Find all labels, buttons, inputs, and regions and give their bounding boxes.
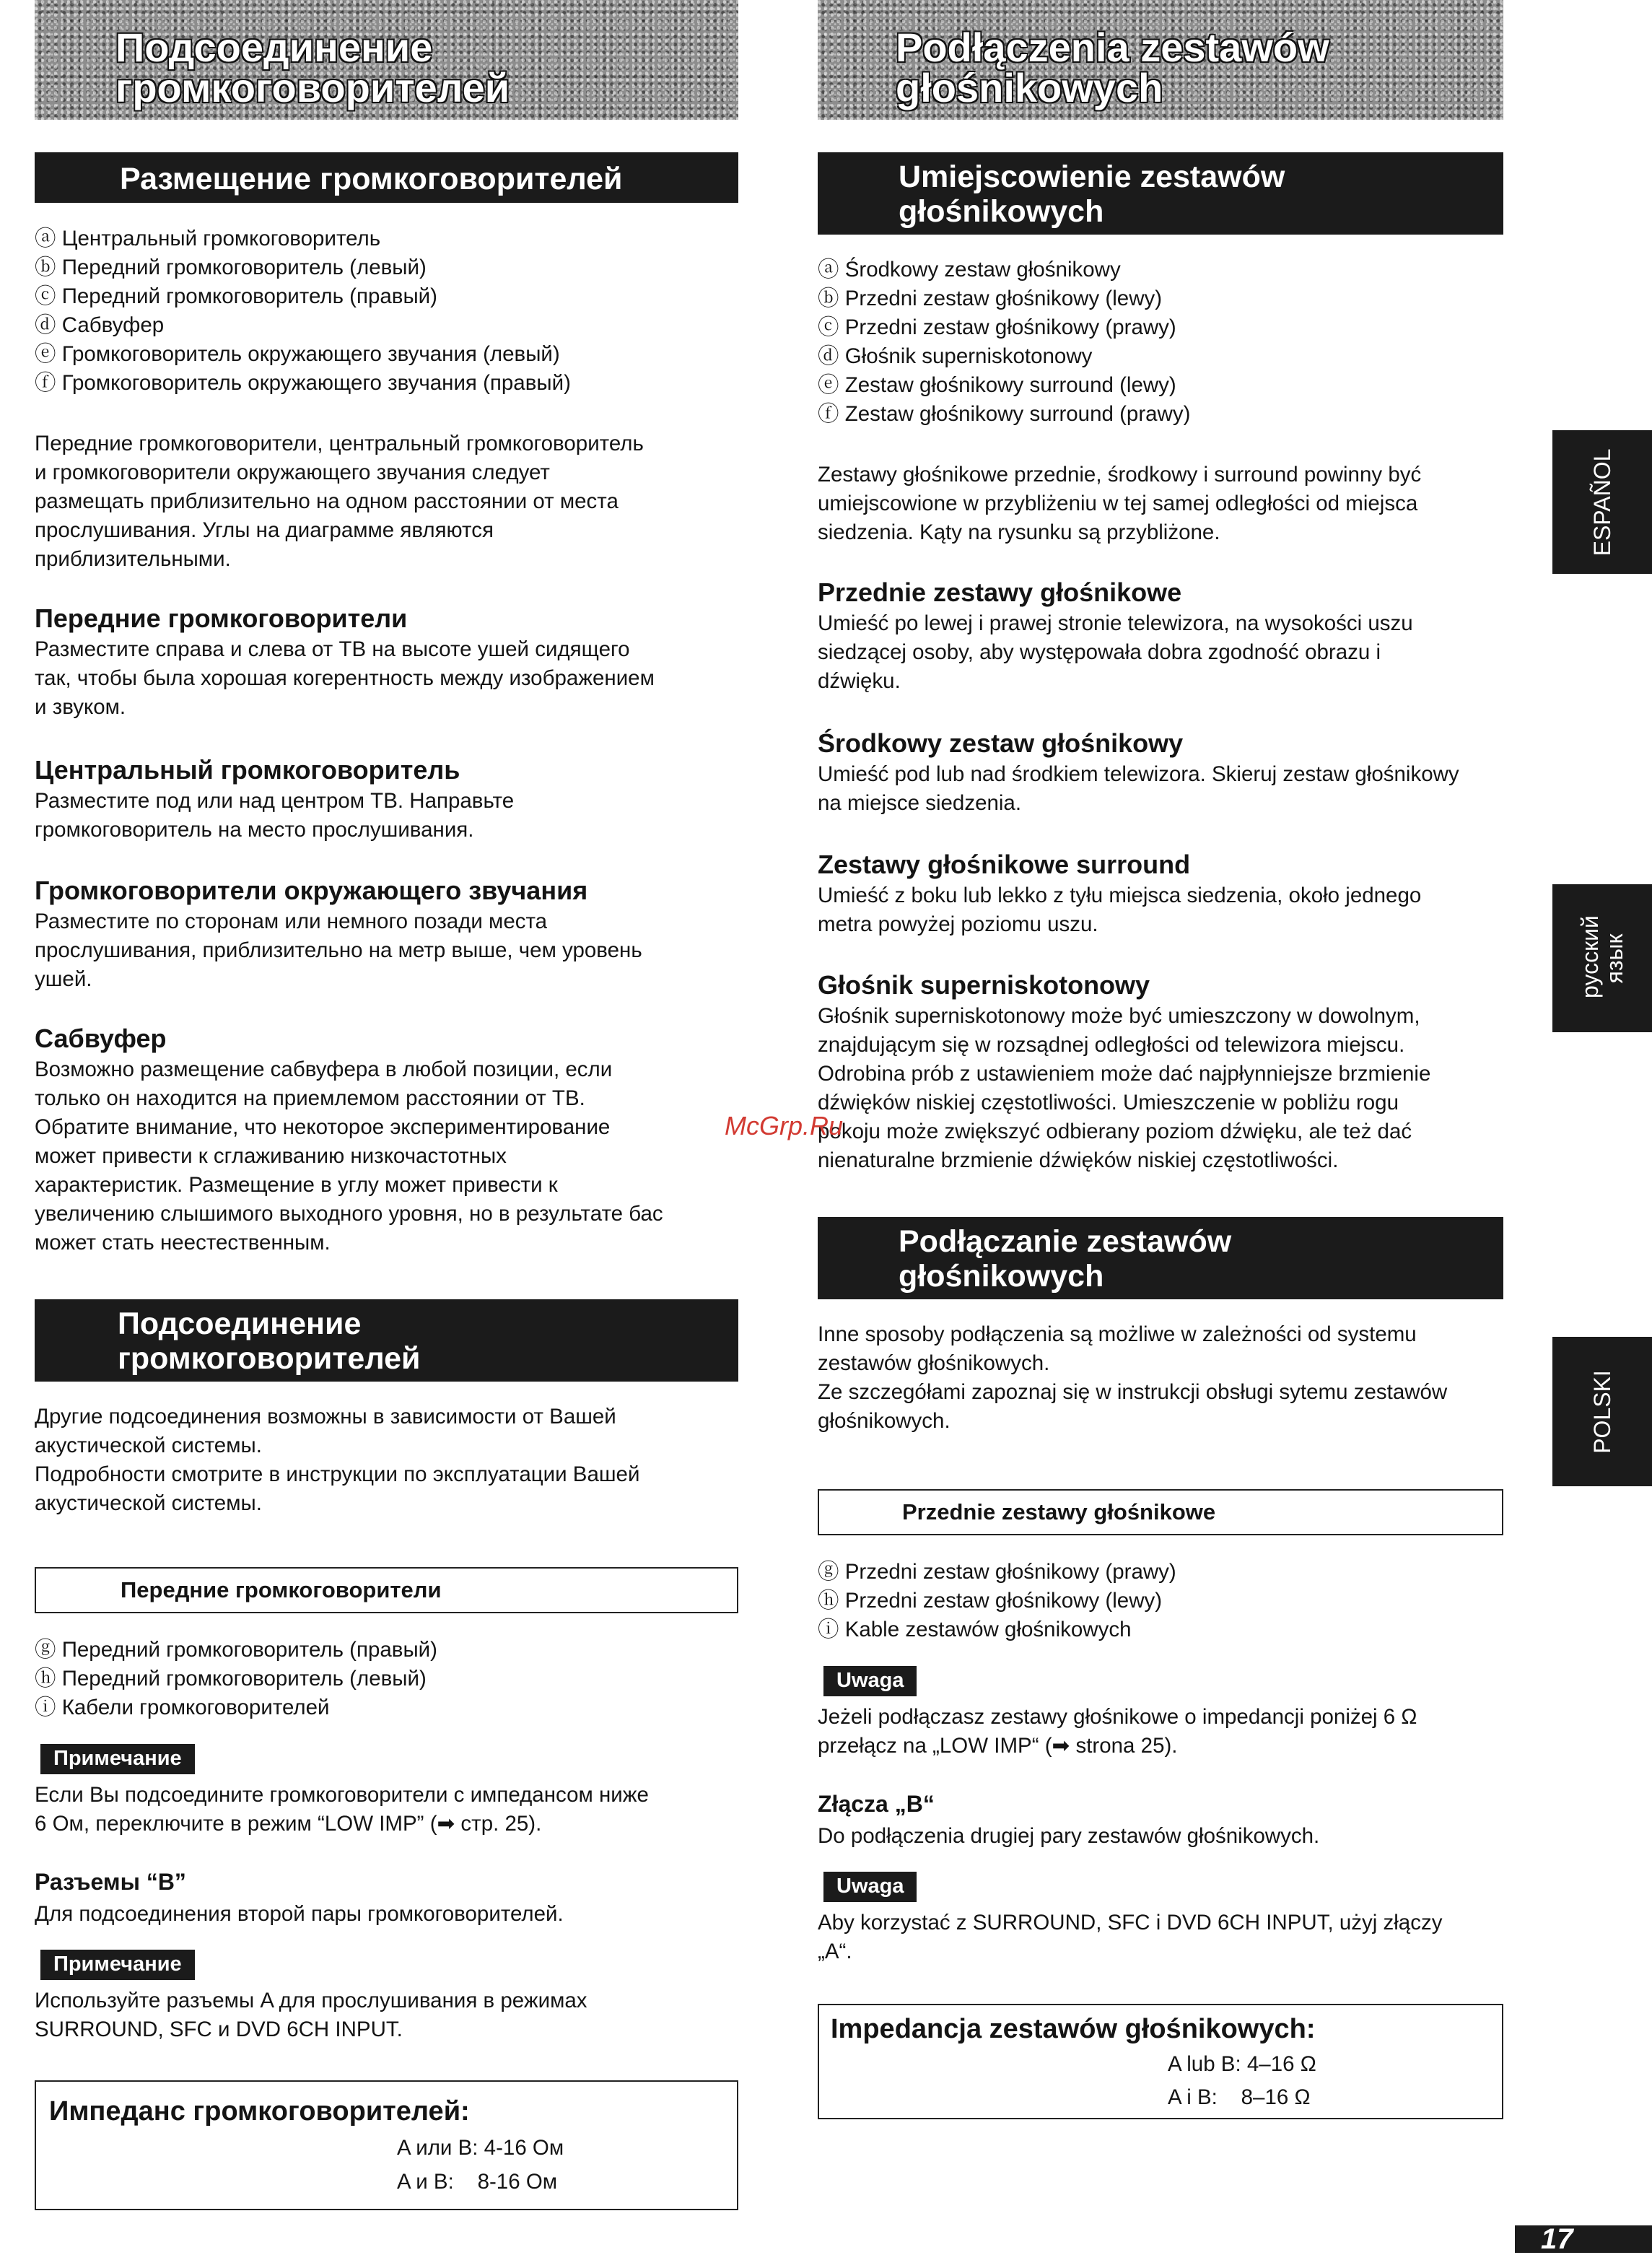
right-section-connection-heading: Podłączanie zestawów głośnikowych <box>818 1217 1503 1299</box>
right-front-speakers-box: Przednie zestawy głośnikowe <box>818 1489 1503 1535</box>
left-center-text: Разместите под или над центром ТВ. Направьте громкоговоритель на место прослушивания. <box>35 789 515 842</box>
side-tab-espanol: ESPAÑOL <box>1552 430 1652 574</box>
left-connection-intro: Другие подсоединения возможны в зависимости от Вашей акустической системы. Подробности смотрите в инструкции по эксплуатации Вашей акустической системы. <box>35 1405 640 1515</box>
left-placement-intro: Передние громкоговорители, центральный громкоговоритель и громкоговорители окружающего звучания следует размещать приблизительно на одном расстоянии от места прослушивания. Углы на диаграмме являются приблизительными. <box>35 432 644 571</box>
right-note-label-2: Uwaga <box>823 1872 917 1902</box>
left-surround-text: Разместите по сторонам или немного позади места прослушивания, приблизительно на метр выше, чем уровень ушей. <box>35 910 642 991</box>
side-tab-russian: русский язык <box>1552 884 1652 1032</box>
left-note-text-2: Используйте разъемы A для прослушивания в режимах SURROUND, SFC и DVD 6CH INPUT. <box>35 1989 587 2041</box>
left-impedance-row-1: A или B: 4-16 Ом <box>397 2136 564 2160</box>
watermark: McGrp.Ru <box>725 1111 844 1140</box>
left-note-text-1: Если Вы подсоедините громкоговорители с импедансом ниже 6 Ом, переключите в режим “LOW IMP” (➡ стр. 25). <box>35 1783 649 1836</box>
right-section-placement-heading: Umiejscowienie zestawów głośnikowych <box>818 152 1503 235</box>
page-number: 17 <box>1515 2225 1652 2253</box>
side-tab-polski: POLSKI <box>1552 1337 1652 1486</box>
right-note-text-1: Jeżeli podłączasz zestawy głośnikowe o impedancji poniżej 6 Ω przełącz na „LOW IMP“ (➡ strona 25). <box>818 1705 1417 1758</box>
left-note-label-1: Примечание <box>40 1744 195 1774</box>
right-impedance-row-1: A lub B: 4–16 Ω <box>1168 2052 1316 2076</box>
left-front-speakers-box: Передние громкоговорители <box>35 1567 738 1613</box>
right-banner-title: Podłączenia zestawów głośnikowych <box>896 25 1329 110</box>
right-subwoofer-text: Głośnik superniskotonowy może być umieszczony w dowolnym, znajdującym się w rozsądnej odległości od telewizora miejscu. Odrobina prób z ustawieniem może dać najpłynniejsze brzmienie dźwięków niskiej częstotliwości. Umieszczenie w pobliżu rogu pokoju może zwiększyć odbierany poziom dźwięku, ale też dać nienaturalne brzmienie dźwięków niskiej częstotliwości. <box>818 1004 1431 1172</box>
left-surround-heading: Громкоговорители окружающего звучания <box>35 876 588 905</box>
left-impedance-row-2: A и B: 8-16 Ом <box>397 2170 558 2194</box>
left-b-jacks-heading: Разъемы “B” <box>35 1869 186 1895</box>
right-subwoofer-heading: Głośnik superniskotonowy <box>818 970 1150 1000</box>
left-front-text: Разместите справа и слева от ТВ на высоте ушей сидящего так, чтобы была хорошая когерентность между изображением и звуком. <box>35 637 655 719</box>
left-impedance-box <box>35 2080 738 2210</box>
left-front-heading: Передние громкоговорители <box>35 603 408 633</box>
right-speaker-list: ⓐ Środkowy zestaw głośnikowy ⓑ Przedni zestaw głośnikowy (lewy) ⓒ Przedni zestaw głośnikowy (prawy) ⓓ Głośnik superniskotonowy ⓔ Zestaw głośnikowy surround (lewy) ⓕ Zestaw głośnikowy surround (prawy) <box>818 258 1191 426</box>
left-section-placement-heading: Размещение громкоговорителей <box>35 152 738 203</box>
right-center-heading: Środkowy zestaw głośnikowy <box>818 728 1184 758</box>
right-impedance-title: Impedancja zestawów głośnikowych: <box>831 2014 1316 2044</box>
right-b-jacks-text: Do podłączenia drugiej pary zestawów głośnikowych. <box>818 1824 1320 1848</box>
right-connection-list: ⓖ Przedni zestaw głośnikowy (prawy) ⓗ Przedni zestaw głośnikowy (lewy) ⓘ Kable zestawów głośnikowych <box>818 1560 1176 1641</box>
right-title-banner <box>818 0 1503 120</box>
right-impedance-row-2: A i B: 8–16 Ω <box>1168 2085 1311 2109</box>
left-impedance-title: Импеданс громкоговорителей: <box>49 2096 470 2127</box>
right-impedance-box <box>818 2004 1503 2119</box>
left-subwoofer-text: Возможно размещение сабвуфера в любой позиции, если только он находится на приемлемом расстоянии от ТВ. Обратите внимание, что некоторое экспериментирование может привести к сглаживанию низкочастотных характеристик. Размещение в углу может привести к увеличению слышимого выходного уровня, но в результате бас может стать неестественным. <box>35 1057 663 1255</box>
right-surround-text: Umieść z boku lub lekko z tyłu miejsca siedzenia, około jednego metra powyżej poziomu uszu. <box>818 884 1422 936</box>
right-surround-heading: Zestawy głośnikowe surround <box>818 850 1191 879</box>
right-center-text: Umieść pod lub nad środkiem telewizora. Skieruj zestaw głośnikowy na miejsce siedzenia. <box>818 762 1459 815</box>
right-b-jacks-heading: Złącza „B“ <box>818 1791 935 1817</box>
left-center-heading: Центральный громкоговоритель <box>35 755 460 785</box>
left-note-label-2: Примечание <box>40 1950 195 1980</box>
left-b-jacks-text: Для подсоединения второй пары громкоговорителей. <box>35 1902 564 1926</box>
left-section-connection-heading: Подсоединение громкоговорителей <box>35 1299 738 1382</box>
right-front-text: Umieść po lewej i prawej stronie telewizora, na wysokości uszu siedzącej osoby, aby występowała dobra zgodność obrazu i dźwięku. <box>818 611 1413 693</box>
right-front-heading: Przednie zestawy głośnikowe <box>818 577 1182 607</box>
left-connection-list: ⓖ Передний громкоговоритель (правый) ⓗ Передний громкоговоритель (левый) ⓘ Кабели громкоговорителей <box>35 1638 437 1719</box>
right-connection-intro: Inne sposoby podłączenia są możliwe w zależności od systemu zestawów głośnikowych. Ze szczegółami zapoznaj się w instrukcji obsługi sytemu zestawów głośnikowych. <box>818 1322 1448 1433</box>
left-subwoofer-heading: Сабвуфер <box>35 1024 167 1053</box>
left-title-banner <box>35 0 738 120</box>
left-speaker-list: ⓐ Центральный громкоговоритель ⓑ Передний громкоговоритель (левый) ⓒ Передний громкоговоритель (правый) ⓓ Сабвуфер ⓔ Громкоговоритель окружающего звучания (левый) ⓕ Громкоговоритель окружающего звучания (правый) <box>35 227 571 395</box>
right-note-label-1: Uwaga <box>823 1666 917 1696</box>
right-placement-intro: Zestawy głośnikowe przednie, środkowy i surround powinny być umiejscowione w przybliżeniu w tej samej odległości od miejsca siedzenia. Kąty na rysunku są przybliżone. <box>818 463 1422 544</box>
left-banner-title: Подсоединение громкоговорителей <box>115 25 510 110</box>
right-note-text-2: Aby korzystać z SURROUND, SFC i DVD 6CH INPUT, użyj złączy „A“. <box>818 1911 1443 1963</box>
